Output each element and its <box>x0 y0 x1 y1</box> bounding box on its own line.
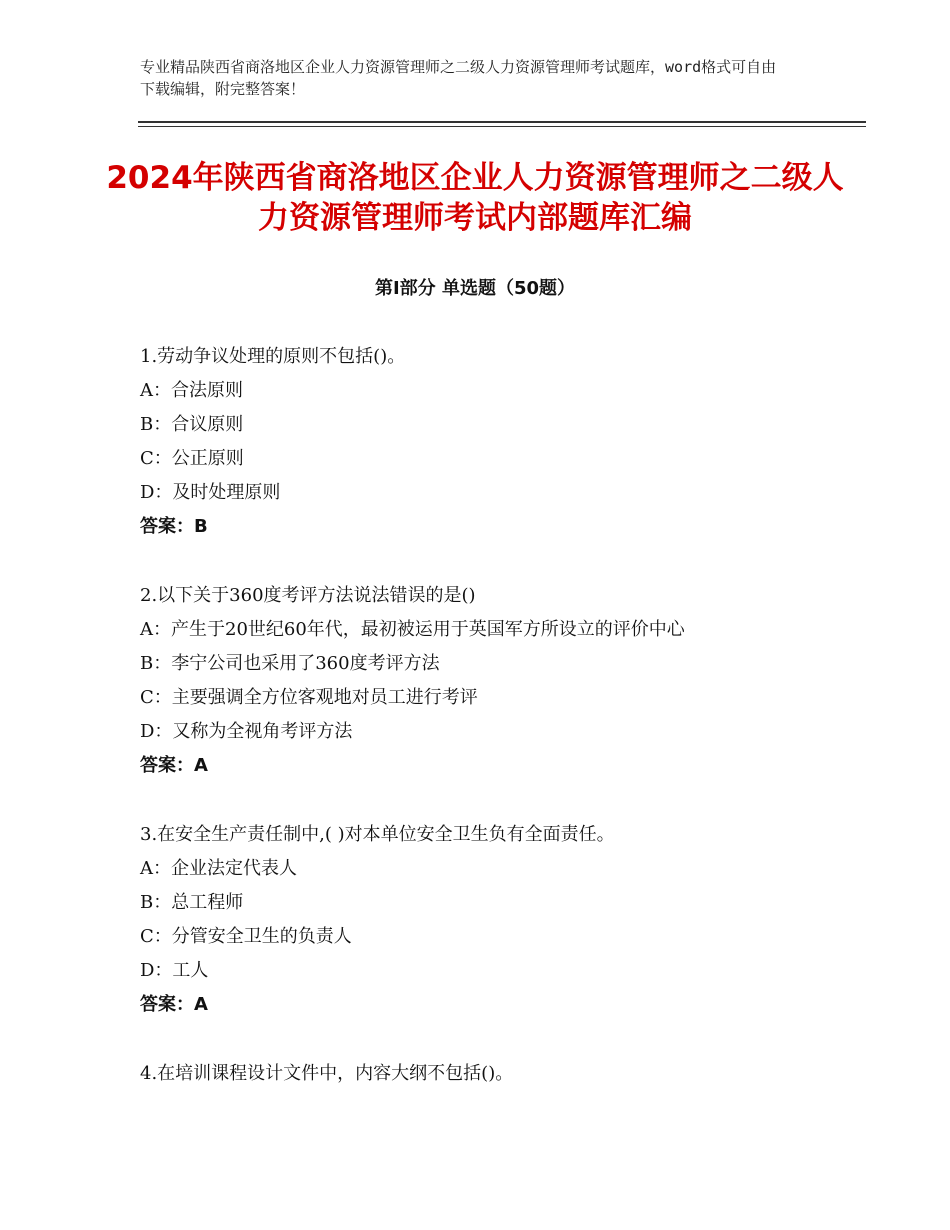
answer: 答案：A <box>140 755 208 776</box>
option-b: B：李宁公司也采用了360度考评方法 <box>140 653 440 674</box>
section-title: 第Ⅰ部分 单选题（50题） <box>374 278 575 299</box>
option-c: C：公正原则 <box>140 448 244 469</box>
header-rule-thin <box>138 126 866 127</box>
option-a: A：产生于20世纪60年代，最初被运用于英国军方所设立的评价中心 <box>140 619 685 640</box>
option-d: D：工人 <box>140 960 209 981</box>
option-c: C：主要强调全方位客观地对员工进行考评 <box>140 687 478 708</box>
option-d: D：及时处理原则 <box>140 482 281 503</box>
question-2 <box>140 579 840 783</box>
question-4 <box>140 1057 840 1091</box>
header-rule-thick <box>138 121 866 123</box>
option-b: B：总工程师 <box>140 892 244 913</box>
document-title: 2024年陕西省商洛地区企业人力资源管理师之二级人力资源管理师考试内部题库汇编 <box>106 160 844 236</box>
question-1 <box>140 340 840 544</box>
question-stem: 2.以下关于360度考评方法说法错误的是() <box>140 585 476 606</box>
option-b: B：合议原则 <box>140 414 244 435</box>
question-stem: 4.在培训课程设计文件中，内容大纲不包括()。 <box>140 1063 514 1084</box>
question-3 <box>140 818 840 1022</box>
option-a: A：合法原则 <box>140 380 243 401</box>
answer: 答案：A <box>140 994 208 1015</box>
answer: 答案：B <box>140 516 208 537</box>
option-d: D：又称为全视角考评方法 <box>140 721 353 742</box>
question-stem: 1.劳动争议处理的原则不包括()。 <box>140 346 406 367</box>
question-stem: 3.在安全生产责任制中,( )对本单位安全卫生负有全面责任。 <box>140 824 615 845</box>
option-a: A：企业法定代表人 <box>140 858 297 879</box>
header-note: 专业精品陕西省商洛地区企业人力资源管理师之二级人力资源管理师考试题库，word格式可自由下载编辑，附完整答案！ <box>140 58 777 98</box>
option-c: C：分管安全卫生的负责人 <box>140 926 352 947</box>
